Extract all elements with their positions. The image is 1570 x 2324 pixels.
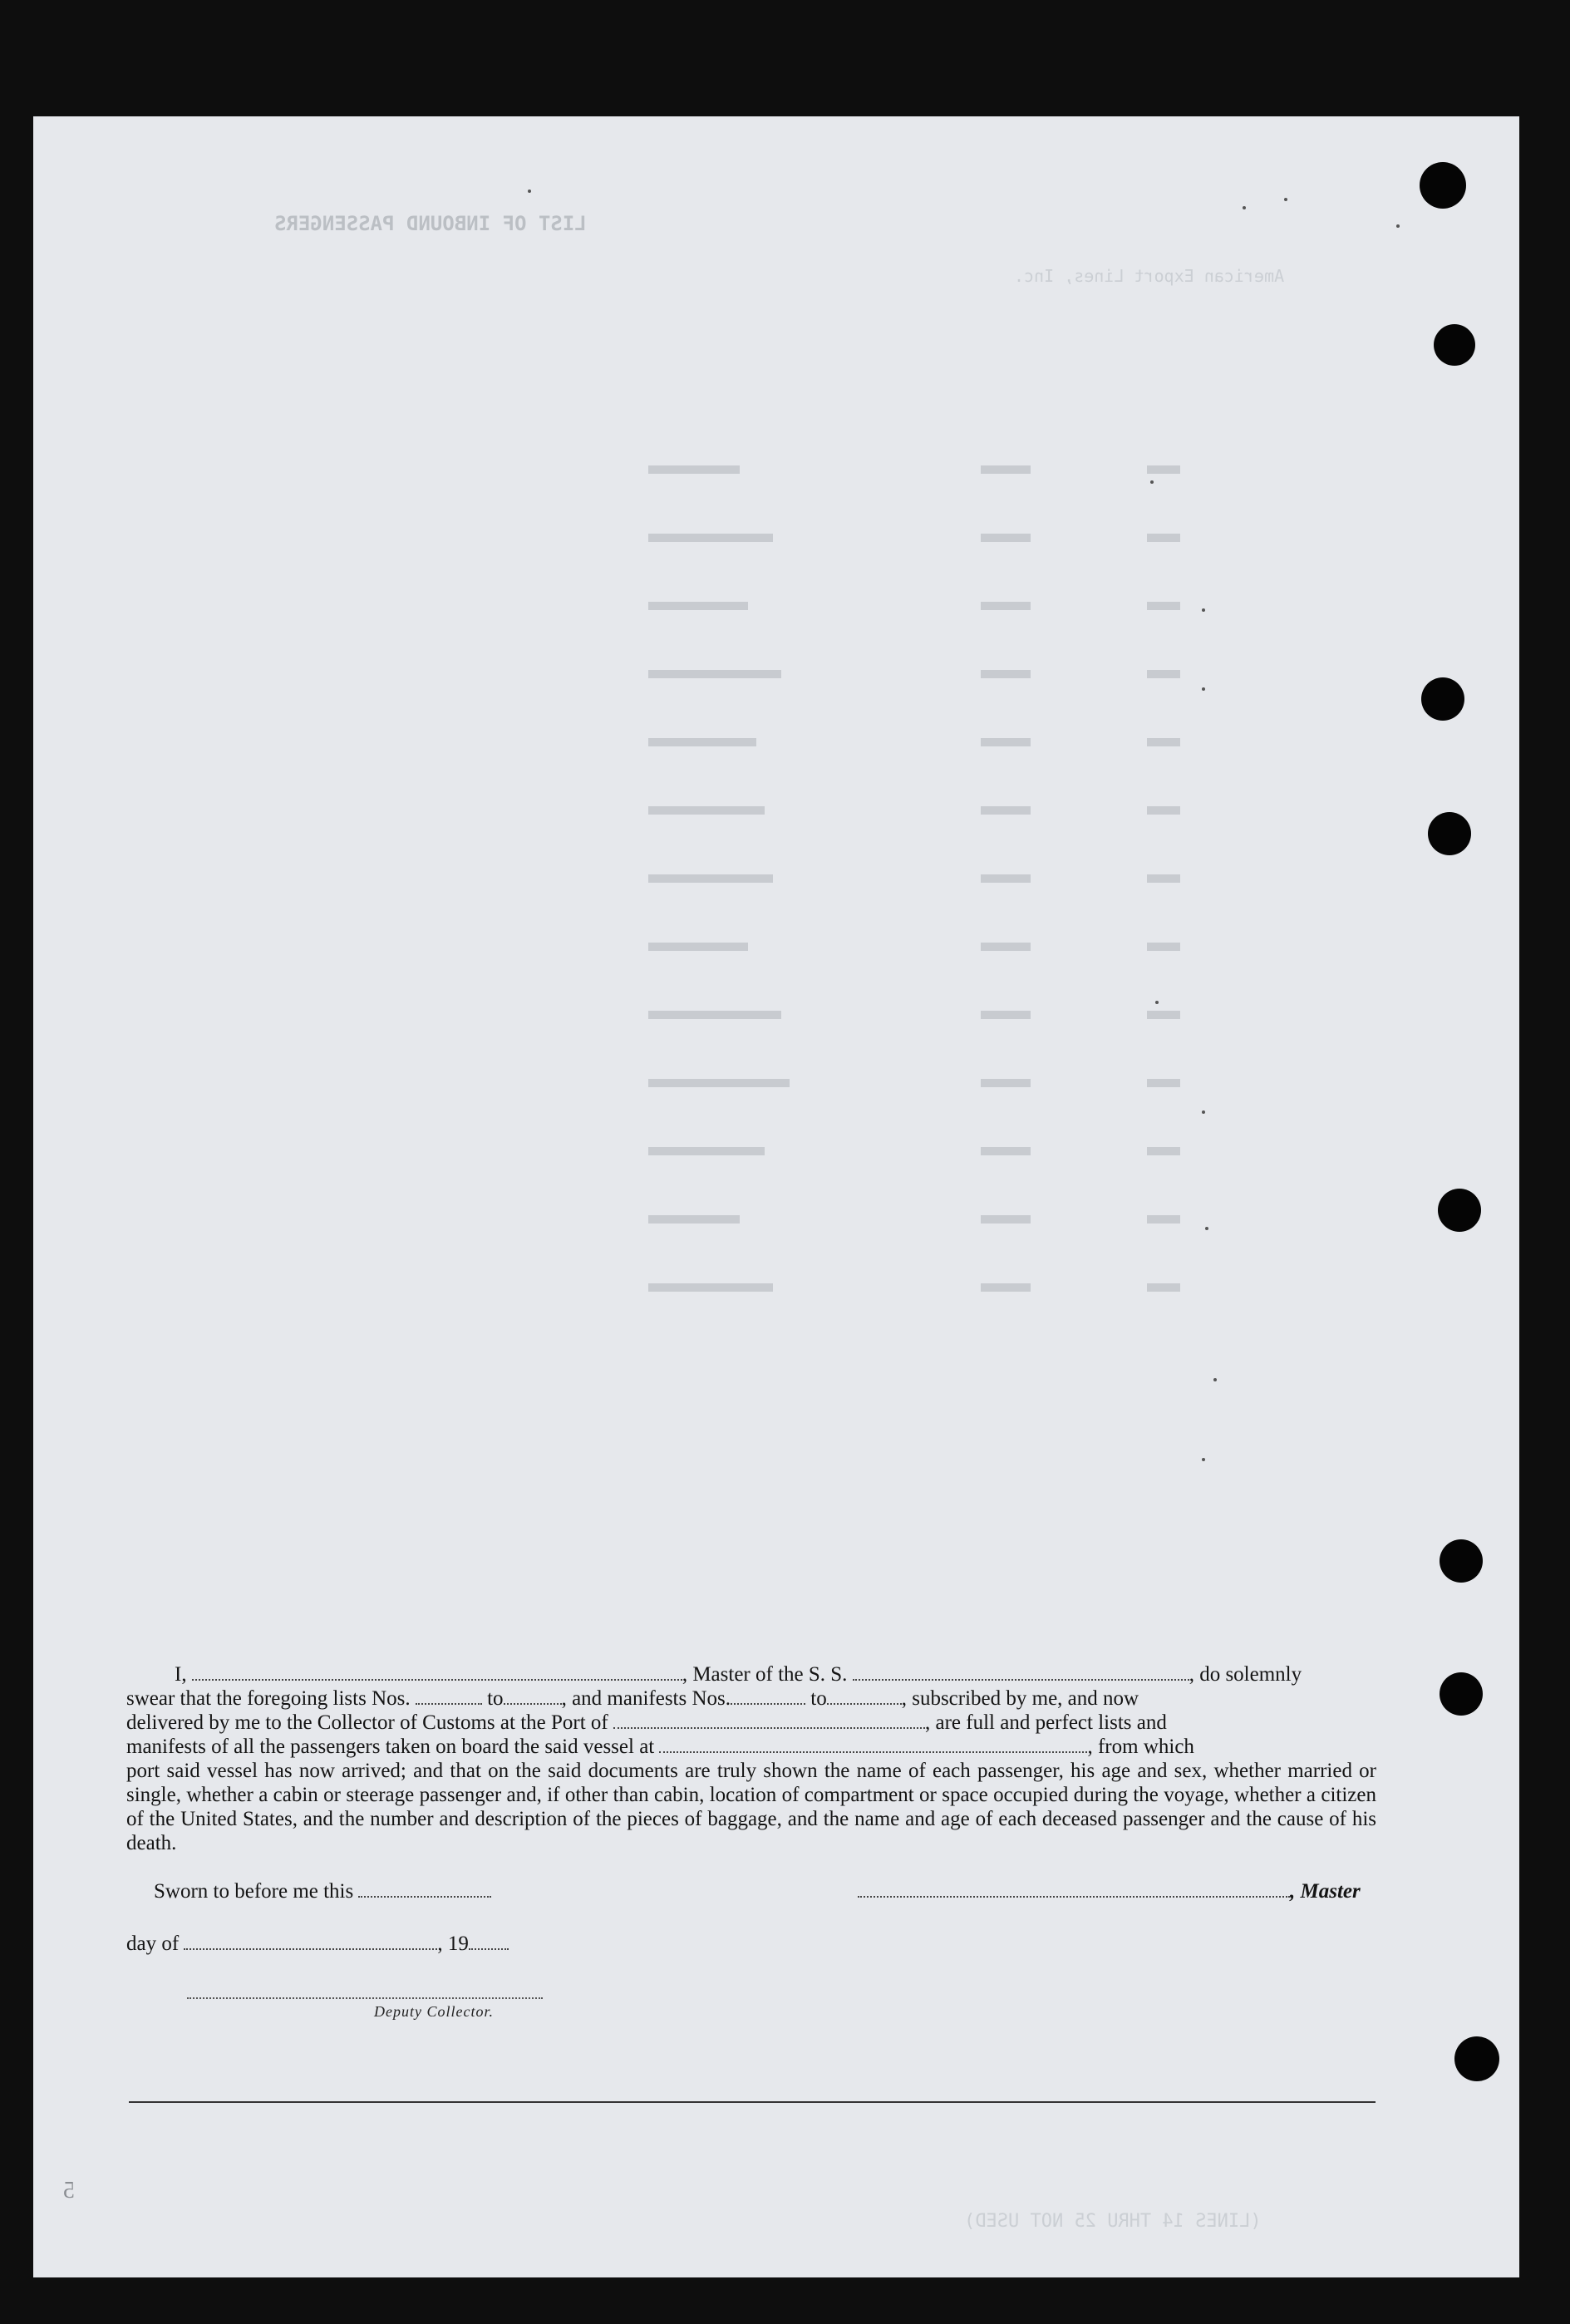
month-blank bbox=[184, 1948, 437, 1950]
master-label: , Master bbox=[1290, 1880, 1361, 1903]
ink-speck bbox=[1155, 1001, 1159, 1004]
ink-speck bbox=[1150, 480, 1154, 484]
ink-speck bbox=[1205, 1227, 1208, 1230]
punch-hole bbox=[1420, 162, 1466, 209]
ink-speck bbox=[1202, 608, 1205, 612]
oath-to-2: to bbox=[805, 1687, 827, 1710]
punch-hole bbox=[1438, 1189, 1481, 1232]
bleed-through-header-text: LIST OF INBOUND PASSENGERS bbox=[274, 212, 587, 235]
sworn-label: Sworn to before me this bbox=[154, 1880, 359, 1903]
oath-from-which: , from which bbox=[1087, 1736, 1194, 1758]
oath-body: port said vessel has now arrived; and that on the said documents are truly shown the name of each passenger, his age and sex, whether married or single, whether a cabin or steerage passenger and, if other than cabin, location of compartment or space occupied during the voyage, whether a citizen of the United States, and the number and description of the pieces of baggage, and the name and age of each deceased passenger and the cause of his death. bbox=[126, 1760, 1376, 1854]
oath-master-of: , Master of the S. S. bbox=[682, 1663, 853, 1686]
sworn-line bbox=[154, 1880, 491, 1903]
ink-speck bbox=[1284, 198, 1287, 201]
year-prefix: , 19 bbox=[437, 1933, 469, 1955]
oath-subscribed: , subscribed by me, and now bbox=[901, 1687, 1139, 1710]
punch-hole bbox=[1428, 812, 1471, 855]
oath-line-4 bbox=[126, 1735, 1376, 1759]
bleed-through-company bbox=[1014, 266, 1284, 286]
bleed-through-company-text: American Export Lines, Inc. bbox=[1014, 266, 1285, 286]
bleed-through-header bbox=[274, 212, 587, 235]
oath-paragraph bbox=[126, 1662, 1376, 1855]
oath-i: I, bbox=[175, 1663, 192, 1686]
ship-name-blank bbox=[853, 1679, 1189, 1681]
deputy-signature-blank bbox=[187, 1997, 543, 1999]
embark-port-blank bbox=[659, 1751, 1087, 1753]
ghost-rows bbox=[632, 465, 1263, 1463]
oath-full-perfect: , are full and perfect lists and bbox=[925, 1711, 1167, 1734]
oath-to-1: to bbox=[481, 1687, 504, 1710]
day-of-line bbox=[126, 1933, 509, 1956]
punch-hole bbox=[1440, 1672, 1483, 1716]
oath-solemnly: , do solemnly bbox=[1189, 1663, 1302, 1686]
oath-line-3 bbox=[126, 1711, 1376, 1735]
oath-port-of: delivered by me to the Collector of Customs at the Port of bbox=[126, 1711, 613, 1734]
margin-page-mark: 5 bbox=[63, 2178, 75, 2203]
ink-speck bbox=[1396, 224, 1400, 228]
year-blank bbox=[469, 1948, 509, 1950]
oath-line-1 bbox=[126, 1662, 1376, 1686]
master-signature-blank bbox=[858, 1896, 1290, 1898]
master-name-blank bbox=[192, 1679, 682, 1681]
oath-line-2 bbox=[126, 1686, 1376, 1711]
punch-hole bbox=[1454, 2036, 1499, 2081]
ink-speck bbox=[1243, 206, 1246, 209]
oath-taken-on-board: manifests of all the passengers taken on board the said vessel at bbox=[126, 1736, 660, 1758]
ink-speck bbox=[1213, 1378, 1217, 1381]
punch-hole bbox=[1434, 324, 1475, 366]
ink-speck bbox=[1202, 687, 1205, 691]
ghost-rows-graphic bbox=[632, 465, 1263, 1463]
port-blank bbox=[613, 1727, 925, 1729]
bottom-rule bbox=[129, 2101, 1376, 2103]
ink-speck bbox=[1202, 1458, 1205, 1461]
ink-speck bbox=[528, 190, 531, 193]
oath-lists-nos: swear that the foregoing lists Nos. bbox=[126, 1687, 416, 1710]
ink-speck bbox=[1202, 1110, 1205, 1114]
bleed-through-footer-text: (LINES 14 THRU 25 NOT USED) bbox=[964, 2211, 1262, 2232]
sworn-day-blank bbox=[358, 1896, 491, 1898]
punch-hole bbox=[1440, 1539, 1483, 1583]
manifest-to-blank bbox=[827, 1703, 902, 1705]
oath-manifests-nos: , and manifests Nos. bbox=[561, 1687, 731, 1710]
list-to-blank bbox=[504, 1703, 562, 1705]
bleed-through-footer bbox=[964, 2211, 1262, 2232]
punch-hole bbox=[1421, 677, 1464, 721]
list-from-blank bbox=[416, 1703, 482, 1705]
day-of-label: day of bbox=[126, 1933, 185, 1955]
deputy-collector-label: Deputy Collector. bbox=[374, 2003, 494, 2020]
manifest-from-blank bbox=[731, 1703, 805, 1705]
master-signature-line bbox=[858, 1880, 1361, 1903]
